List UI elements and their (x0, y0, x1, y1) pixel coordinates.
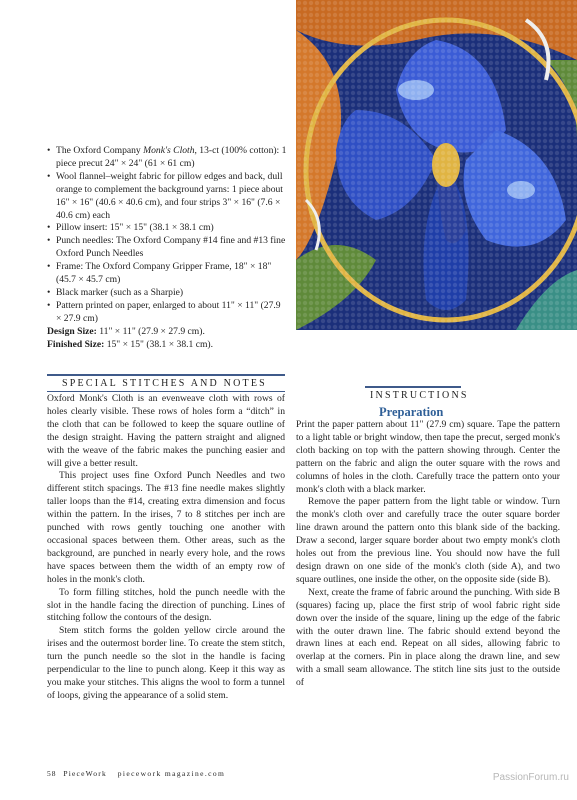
instructions-heading: INSTRUCTIONS (370, 390, 469, 401)
material-item: • Punch needles: The Oxford Company #14 fine and #13 fine Oxford Punch Needles (47, 235, 287, 261)
material-item: • Pattern printed on paper, enlarged to about 11" × 11" (27.9 × 27.9 cm) (47, 300, 287, 326)
paragraph: This project uses fine Oxford Punch Needles and two different stitch spacings. The #13 fine needle makes slightly taller loops than the #14, creating extra dimension and focus within the pattern. In the irises, 7 to 8 stitches per inch are punched with rows gently touching one another with occasional spaces between them. Other areas, such as the background, are punched in nearly every hole, and the rows have spaces between them the width of an empty row of holes in the monk's cloth. (47, 470, 285, 585)
materials-list (47, 145, 287, 352)
section-rule (47, 391, 285, 392)
material-item: • The Oxford Company Monk's Cloth, 13-ct (100% cotton): 1 piece precut 24" × 24" (61 × 61 cm) (47, 145, 287, 171)
paragraph: Stem stitch forms the golden yellow circle around the irises and the outermost border line. To create the stem stitch, turn the punch needle so the slot in the handle is facing perpendicular to the line to punch along. Keep it this way as you make your stitches. This aligns the wool to form a tunnel of loops, giving the appearance of a solid stem. (47, 625, 285, 701)
watermark: PassionForum.ru (492, 772, 569, 783)
section-rule (365, 386, 461, 388)
paragraph: Next, create the frame of fabric around the punching. With side B (squares) facing up, place the first strip of wool fabric right side down over the inside of the square, lining up the edge of the fabric with the outer drawn line. The fabric should extend beyond the drawn lines at each end. Repeat on all sides, allowing fabric to overlap at the corners. Pin in place along the drawn line, and sew with a small seam allowance. The stitch line sits just to the outside of (296, 586, 560, 689)
page-footer (47, 769, 225, 778)
paragraph: Oxford Monk's Cloth is an evenweave cloth with rows of holes clearly visible. These rows of holes form a “ditch” in the cloth that can be followed to keep the square outline of the design straight. Having the pattern straight and aligned with the weave of the fabric makes the punching easier and will give a better result. (47, 393, 285, 469)
punch-needle-photo (296, 0, 577, 330)
paragraph: To form filling stitches, hold the punch needle with the slot in the handle facing the direction of punching. Lines of stitching follow the contours of the design. (47, 586, 285, 624)
paragraph: Remove the paper pattern from the light table or window. Turn the monk's cloth over and carefully trace the outer square border line drawn around the pattern onto this blank side of the backing. Draw a second, larger square border about two empty monk's cloth holes out from the previous line. You should now have the full design drawn on one side of the monk's cloth (side A), and two square outlines, one inside the other, on the opposite side (side B). (296, 496, 560, 585)
design-size: Design Size: 11" × 11" (27.9 × 27.9 cm). (47, 325, 205, 337)
finished-size: Finished Size: 15" × 15" (38.1 × 38.1 cm). (47, 338, 214, 350)
preparation-subheading: Preparation (379, 405, 444, 419)
page-number: 58 (47, 769, 57, 778)
material-item: • Wool flannel–weight fabric for pillow edges and back, dull orange to complement the background yarns: 1 piece about 16" × 16" (40.6 × 40.6 cm), and four strips 3" × 16" (7.6 × 40.6 cm) each (47, 171, 287, 223)
magazine-url: piecework magazine.com (117, 769, 226, 778)
magazine-name: PieceWork (63, 769, 107, 778)
project-photo (296, 0, 577, 330)
paragraph: Print the paper pattern about 11" (27.9 cm) square. Tape the pattern to a light table or bright window, then tape the precut, serged monk's cloth backing on top with the pattern showing through. Center the pattern on the fabric and align the outer square with the rows and columns of holes in the cloth. Carefully trace the pattern onto your monk's cloth with a black marker. (296, 419, 560, 495)
section-rule (47, 374, 285, 376)
material-item: • Black marker (such as a Sharpie) (47, 287, 287, 300)
material-item: • Pillow insert: 15" × 15" (38.1 × 38.1 cm) (47, 222, 287, 235)
material-item: • Frame: The Oxford Company Gripper Frame, 18" × 18" (45.7 × 45.7 cm) (47, 261, 287, 287)
special-notes-text (47, 393, 285, 703)
instructions-text (296, 419, 560, 690)
special-stitches-heading: SPECIAL STITCHES AND NOTES (62, 378, 267, 389)
